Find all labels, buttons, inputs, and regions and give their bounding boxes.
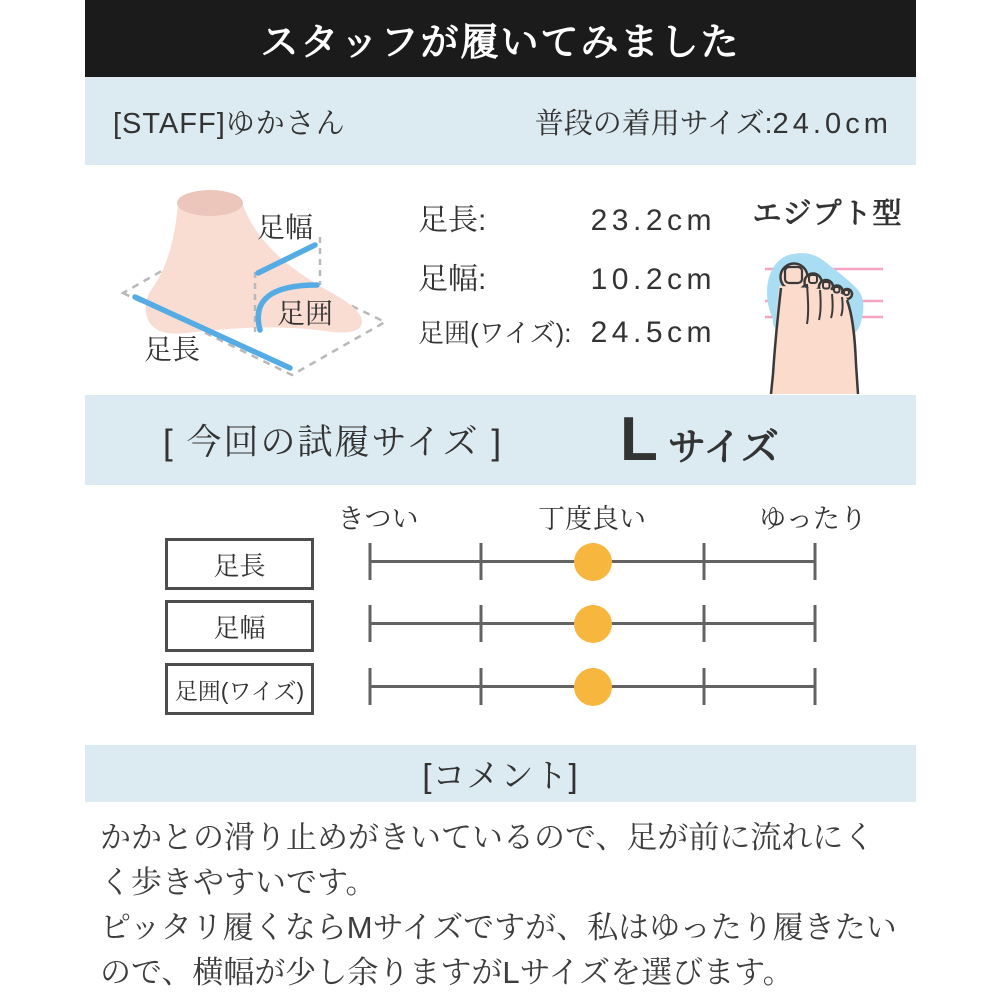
fit-scale-track (370, 604, 815, 642)
comment-line: かかとの滑り止めがきいているので、足が前に流れにく (100, 820, 875, 855)
fit-rating-dot (574, 668, 612, 706)
measurement-row (418, 195, 716, 237)
measurement-row (418, 313, 716, 347)
tryon-size-value (620, 405, 779, 474)
fit-scale-track (370, 667, 815, 705)
comment-body (85, 802, 916, 995)
content-column (85, 0, 916, 995)
measurement-list (418, 195, 716, 372)
comment-line: ピッタリ履くならMサイズですが、私はゆったり履きたい (100, 910, 897, 945)
fit-rating-section (85, 485, 916, 740)
scale-tick (814, 605, 817, 642)
measurement-section (85, 165, 916, 395)
scale-header-loose: ゆったり (759, 504, 867, 534)
tryon-size-bar (85, 395, 916, 485)
staff-name: [STAFF]ゆかさん (113, 107, 346, 140)
ankle-top (177, 190, 243, 216)
measurement-value: 24.5cm (590, 316, 716, 349)
measurement-row (418, 254, 716, 296)
header-bar (85, 0, 916, 77)
measurement-label: 足長: (418, 204, 487, 237)
scale-tick (702, 605, 705, 642)
scale-tick (480, 543, 483, 580)
page-title: スタッフが履いてみました (260, 22, 741, 64)
foot-measurement-diagram-icon (90, 175, 420, 390)
fit-row-label-girth: 足囲(ワイズ) (165, 663, 314, 715)
scale-tick (814, 668, 817, 705)
scale-tick (814, 543, 817, 580)
girth-label: 足囲 (276, 298, 334, 329)
fit-row-label-width: 足幅 (165, 600, 314, 652)
scale-tick (480, 668, 483, 705)
scale-tick (369, 668, 372, 705)
length-label: 足長 (143, 334, 201, 365)
scale-tick (480, 605, 483, 642)
width-label: 足幅 (256, 212, 314, 243)
foot-type-label: エジプト型 (752, 198, 903, 230)
usual-size-value: 24.0cm (772, 107, 892, 140)
fit-scale-track (370, 542, 815, 580)
comment-title: [コメント] (422, 757, 579, 794)
fit-row-label-length: 足長 (165, 538, 314, 590)
scale-header-tight: きつい (337, 504, 419, 534)
scale-tick (702, 668, 705, 705)
measurement-value: 10.2cm (590, 263, 716, 296)
fit-rating-dot (574, 543, 612, 581)
measurement-label: 足幅: (418, 263, 487, 296)
scale-tick (369, 543, 372, 580)
measurement-label: 足囲(ワイズ): (418, 318, 572, 348)
size-suffix: サイズ (667, 427, 779, 469)
measurement-value: 23.2cm (590, 204, 716, 237)
egyptian-foot-icon (758, 244, 898, 394)
comment-line: ので、横幅が少し余りますがLサイズを選びます。 (100, 955, 794, 990)
comment-header-bar (85, 745, 916, 802)
toe-crease (807, 284, 808, 324)
fit-rating-dot (574, 605, 612, 643)
scale-tick (369, 605, 372, 642)
scale-header-just-right: 丁度良い (538, 504, 646, 534)
usual-size-label: 普段の着用サイズ: (534, 107, 773, 140)
size-letter: L (620, 405, 658, 474)
tryon-size-label: [ 今回の試履サイズ ] (163, 423, 504, 462)
scale-tick (702, 543, 705, 580)
staff-bar (85, 77, 916, 165)
usual-size (535, 101, 892, 142)
foot-type-block (745, 191, 910, 399)
foot-top-shape (771, 286, 858, 394)
comment-line: く歩きやすいです。 (100, 865, 377, 900)
